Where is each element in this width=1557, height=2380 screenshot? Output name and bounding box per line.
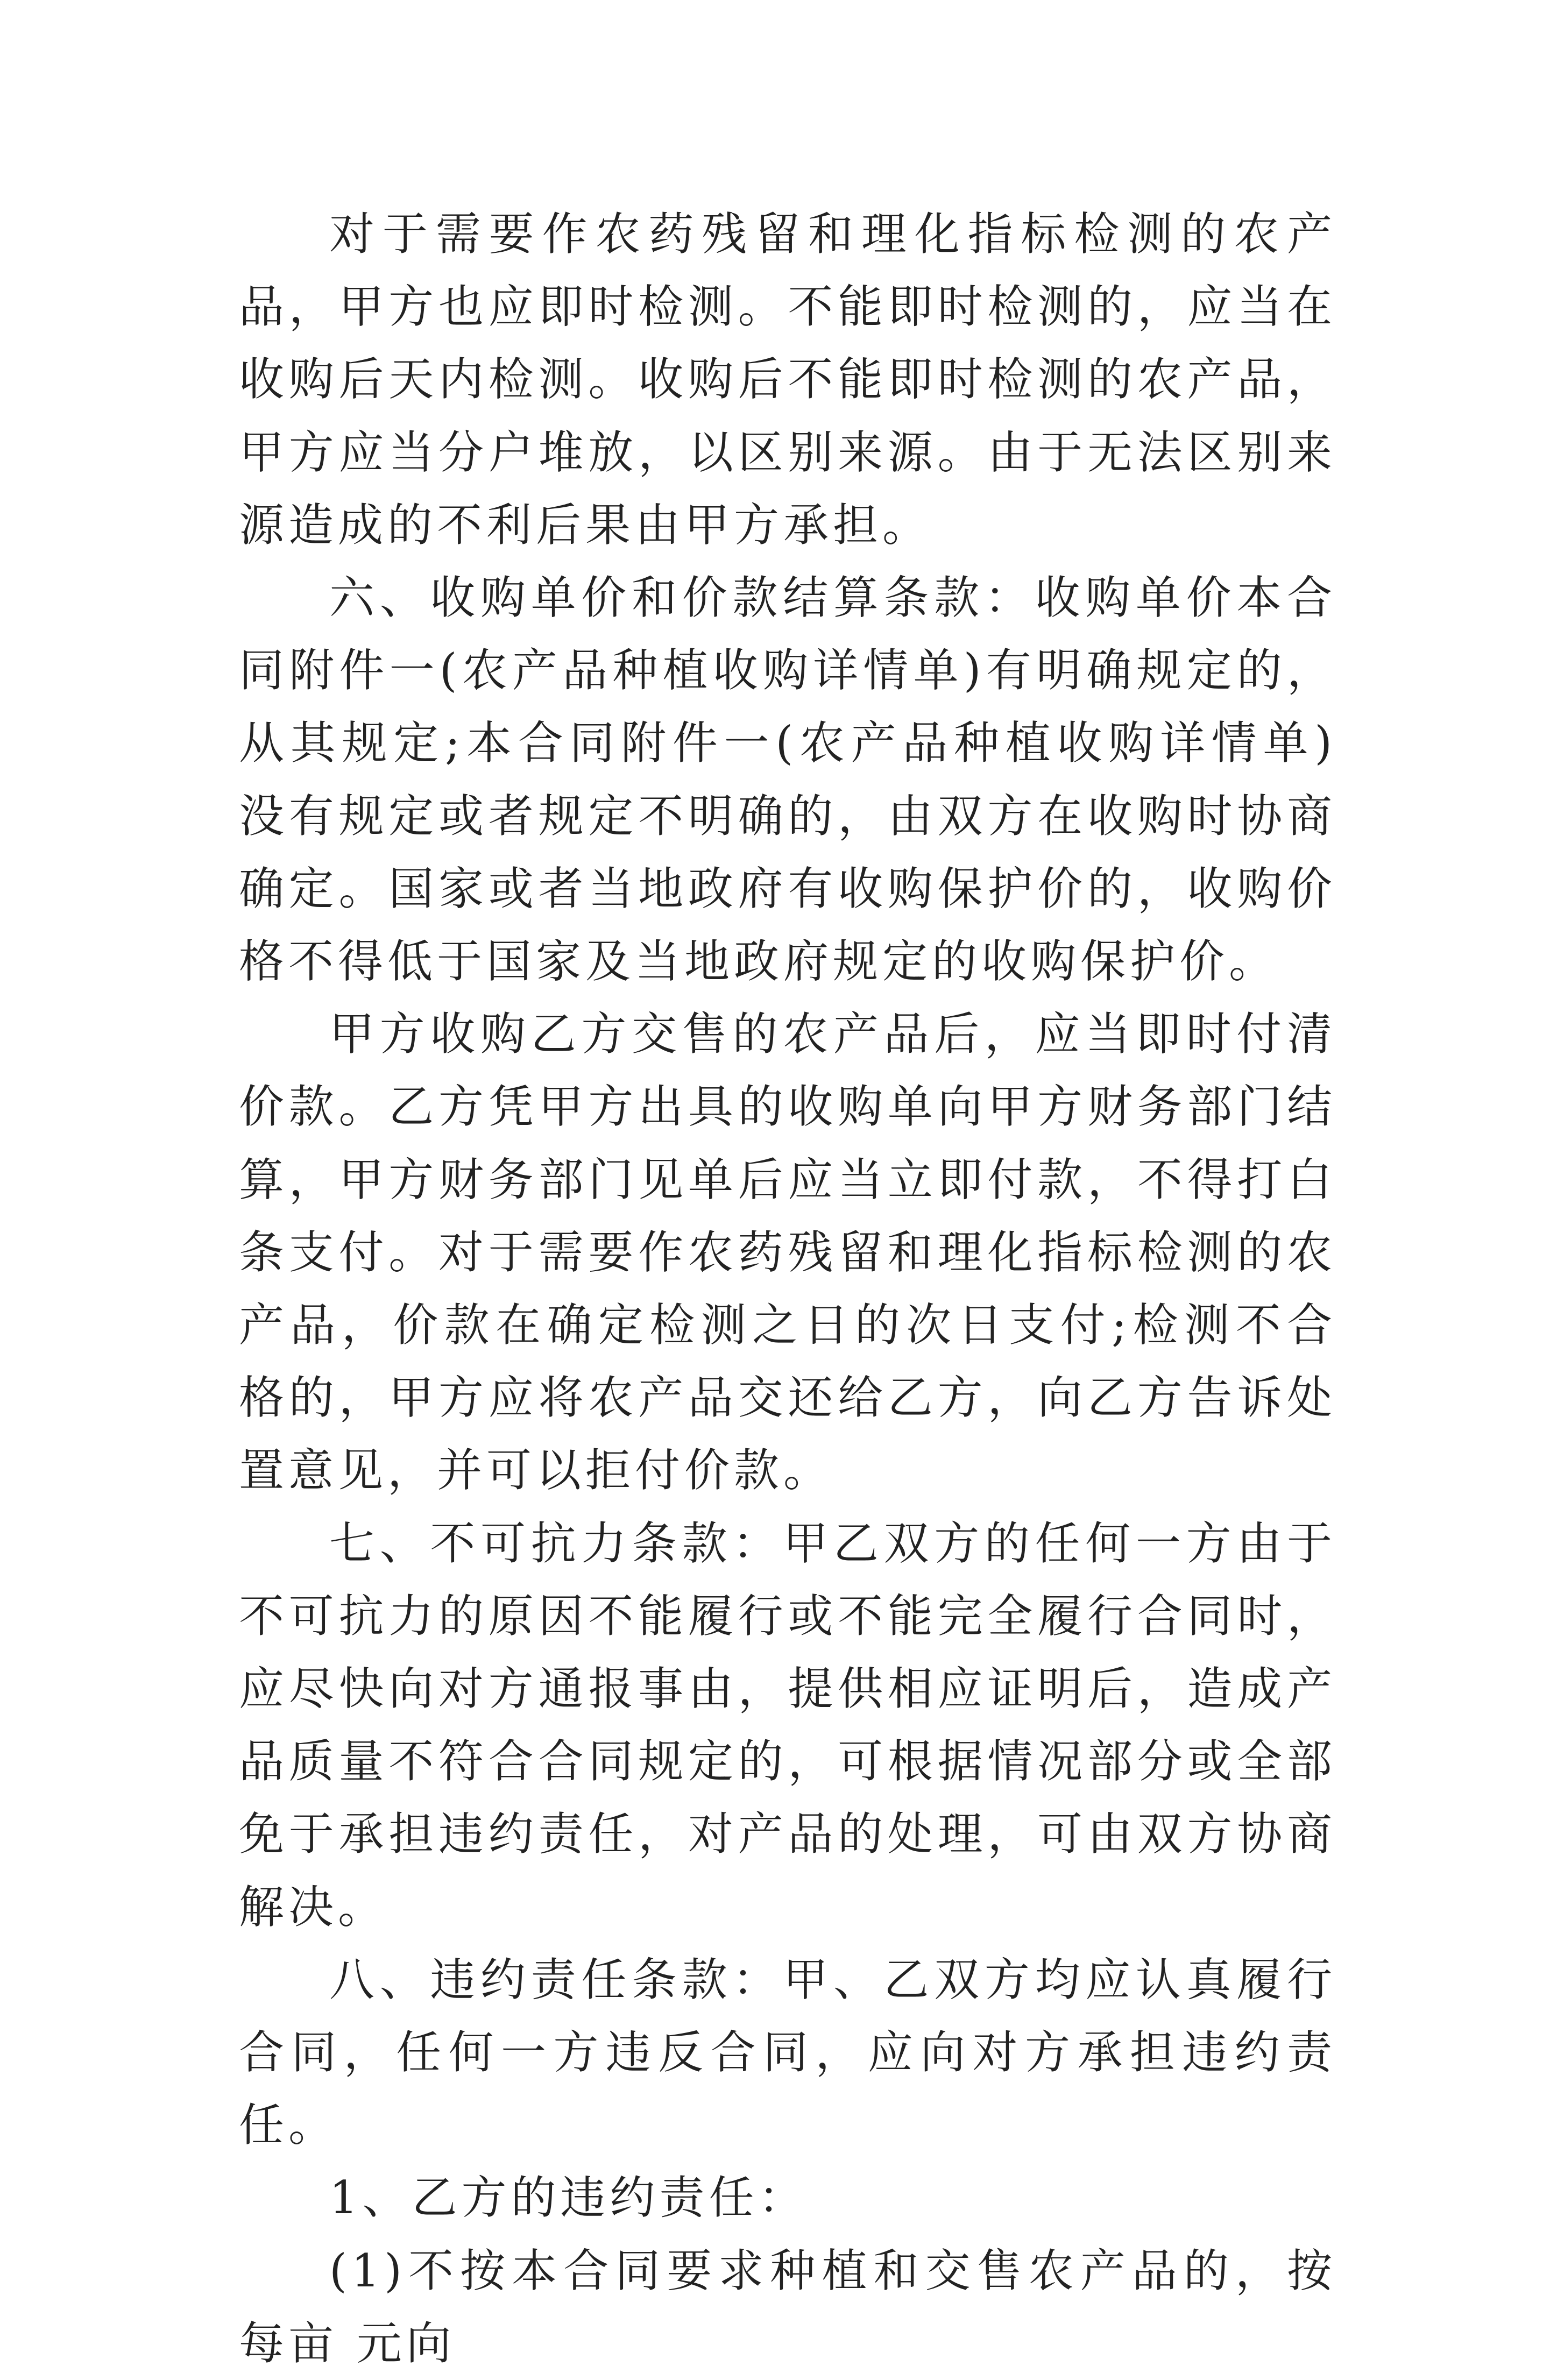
paragraph-item-1: (1)不按本合同要求种植和交售农产品的，按每亩 元向 bbox=[239, 2244, 1336, 2370]
paragraph-party-b-liability: 1、乙方的违约责任： bbox=[329, 2171, 808, 2225]
paragraph-payment: 甲方收购乙方交售的农产品后，应当即时付清价款。乙方凭甲方出具的收购单向甲方财务部门结算，甲方财务部门见单后应当立即付款，不得打白条支付。对于需要作农药残留和理化指标检测的农产品，价款在确定检测之日的次日支付;检测不合格的，甲方应将农产品交还给乙方，向乙方告诉处置意见，并可以拒付价款。 bbox=[239, 1008, 1336, 1497]
document-body bbox=[239, 198, 1336, 2380]
paragraph-force-majeure: 七、不可抗力条款：甲乙双方的任何一方由于不可抗力的原因不能履行或不能完全履行合同时，应尽快向对方通报事由，提供相应证明后，造成产品质量不符合合同规定的，可根据情况部分或全部免于承担违约责任，对产品的处理，可由双方协商解决。 bbox=[239, 1517, 1336, 1933]
paragraph-pesticide-testing: 对于需要作农药残留和理化指标检测的农产品，甲方也应即时检测。不能即时检测的，应当在收购后天内检测。收购后不能即时检测的农产品，甲方应当分户堆放，以区别来源。由于无法区别来源造成的不利后果由甲方承担。 bbox=[239, 208, 1336, 551]
paragraph-liability: 八、违约责任条款：甲、乙双方均应认真履行合同，任何一方违反合同，应向对方承担违约责任。 bbox=[239, 1953, 1336, 2152]
paragraph-price-settlement: 六、收购单价和价款结算条款：收购单价本合同附件一(农产品种植收购详情单)有明确规定的，从其规定;本合同附件一(农产品种植收购详情单)没有规定或者规定不明确的，由双方在收购时协商确定。国家或者当地政府有收购保护价的，收购价格不得低于国家及当地政府规定的收购保护价。 bbox=[239, 571, 1336, 988]
